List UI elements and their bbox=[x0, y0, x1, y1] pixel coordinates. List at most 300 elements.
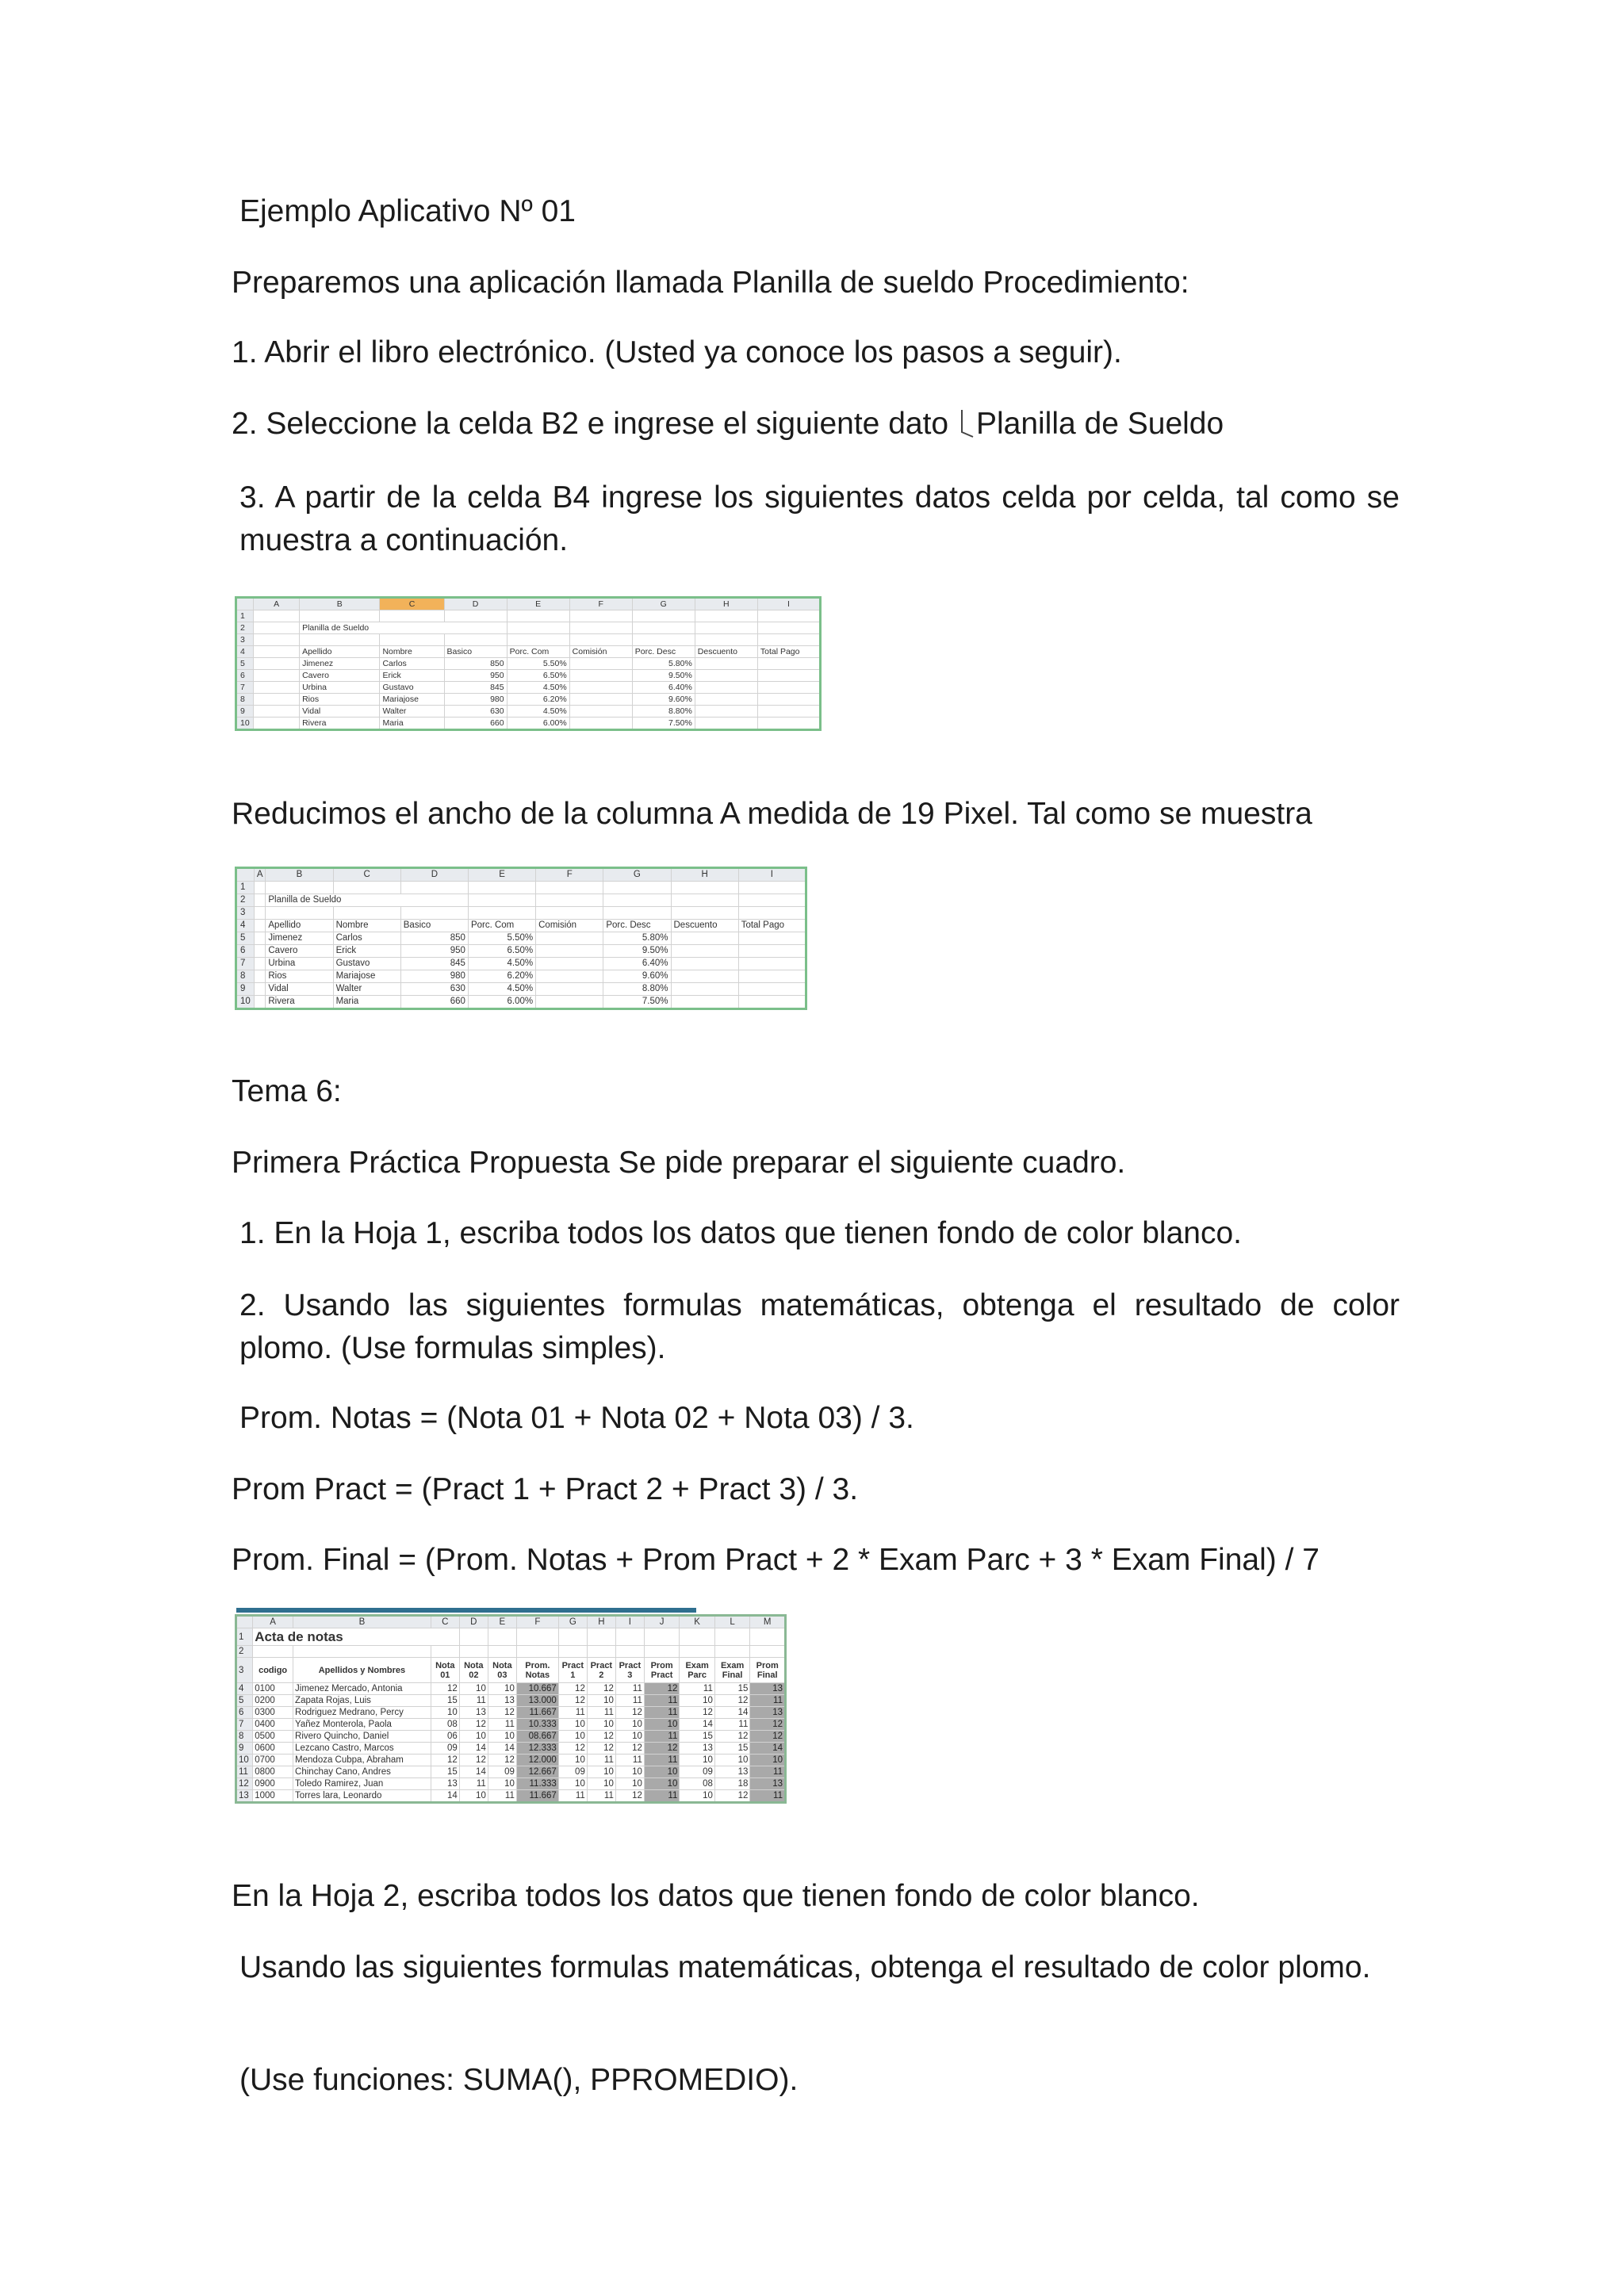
cell[interactable]: 11 bbox=[558, 1707, 587, 1719]
corner-cell[interactable] bbox=[236, 598, 254, 610]
cell[interactable]: 14 bbox=[459, 1766, 488, 1778]
cell[interactable] bbox=[757, 694, 820, 706]
cell[interactable] bbox=[695, 718, 757, 730]
computed-cell[interactable]: 11.667 bbox=[516, 1790, 558, 1803]
cell[interactable]: 12 bbox=[558, 1683, 587, 1695]
cell[interactable]: 0600 bbox=[253, 1743, 293, 1755]
header-cell[interactable]: Nombre bbox=[333, 920, 400, 932]
computed-cell[interactable]: 12 bbox=[644, 1683, 680, 1695]
col-header-e[interactable]: E bbox=[488, 1616, 516, 1628]
header-cell[interactable]: Apellido bbox=[300, 646, 380, 658]
header-cell[interactable]: Descuento bbox=[671, 920, 738, 932]
cell[interactable]: 4.50% bbox=[507, 706, 569, 718]
header-cell[interactable]: Comisión bbox=[536, 920, 603, 932]
row-header[interactable]: 7 bbox=[236, 958, 255, 970]
cell[interactable]: 14 bbox=[431, 1790, 459, 1803]
cell[interactable] bbox=[757, 658, 820, 670]
cell[interactable]: 15 bbox=[714, 1743, 750, 1755]
cell[interactable]: 10 bbox=[680, 1790, 715, 1803]
col-header-b[interactable]: B bbox=[293, 1616, 431, 1628]
row-header[interactable]: 8 bbox=[236, 694, 254, 706]
row-header[interactable]: 6 bbox=[236, 670, 254, 682]
computed-cell[interactable]: 11 bbox=[750, 1766, 786, 1778]
row-header[interactable]: 8 bbox=[236, 1731, 253, 1743]
cell[interactable]: Walter bbox=[333, 983, 400, 996]
header-cell[interactable]: Descuento bbox=[695, 646, 757, 658]
header-cell[interactable]: Porc. Desc bbox=[603, 920, 671, 932]
header-cell[interactable]: Total Pago bbox=[738, 920, 806, 932]
cell[interactable]: 11 bbox=[615, 1695, 644, 1707]
cell[interactable] bbox=[536, 970, 603, 983]
cell[interactable]: 13 bbox=[714, 1766, 750, 1778]
computed-cell[interactable]: 14 bbox=[750, 1743, 786, 1755]
computed-cell[interactable]: 11 bbox=[644, 1790, 680, 1803]
cell[interactable] bbox=[671, 958, 738, 970]
cell[interactable]: Rivera bbox=[300, 718, 380, 730]
row-header[interactable]: 12 bbox=[236, 1778, 253, 1790]
row-header[interactable]: 2 bbox=[236, 622, 254, 634]
row-header[interactable]: 9 bbox=[236, 983, 255, 996]
cell[interactable]: Vidal bbox=[266, 983, 333, 996]
computed-cell[interactable]: 13 bbox=[750, 1683, 786, 1695]
cell[interactable]: 11 bbox=[488, 1790, 516, 1803]
cell[interactable]: 660 bbox=[444, 718, 507, 730]
cell[interactable]: 0200 bbox=[253, 1695, 293, 1707]
cell[interactable]: Chinchay Cano, Andres bbox=[293, 1766, 431, 1778]
header-cell[interactable]: Nota 01 bbox=[431, 1658, 459, 1683]
cell[interactable]: 09 bbox=[488, 1766, 516, 1778]
cell[interactable]: 980 bbox=[400, 970, 468, 983]
cell[interactable]: 11 bbox=[459, 1695, 488, 1707]
cell[interactable]: 9.50% bbox=[632, 670, 695, 682]
cell[interactable]: 10 bbox=[488, 1778, 516, 1790]
cell[interactable]: 9.50% bbox=[603, 945, 671, 958]
cell[interactable]: 7.50% bbox=[603, 996, 671, 1009]
computed-cell[interactable]: 10.667 bbox=[516, 1683, 558, 1695]
header-cell[interactable]: Apellido bbox=[266, 920, 333, 932]
cell[interactable]: Rios bbox=[266, 970, 333, 983]
computed-cell[interactable]: 11 bbox=[644, 1755, 680, 1766]
cell[interactable]: 10 bbox=[558, 1778, 587, 1790]
cell[interactable] bbox=[671, 970, 738, 983]
cell[interactable]: 13 bbox=[488, 1695, 516, 1707]
row-header[interactable]: 8 bbox=[236, 970, 255, 983]
cell[interactable]: 6.40% bbox=[632, 682, 695, 694]
cell[interactable] bbox=[671, 945, 738, 958]
cell[interactable]: 6.40% bbox=[603, 958, 671, 970]
cell[interactable]: Jimenez Mercado, Antonia bbox=[293, 1683, 431, 1695]
cell[interactable]: 10 bbox=[488, 1731, 516, 1743]
computed-cell[interactable]: 13 bbox=[750, 1707, 786, 1719]
col-header-f[interactable]: F bbox=[516, 1616, 558, 1628]
cell[interactable]: 11 bbox=[615, 1683, 644, 1695]
cell[interactable] bbox=[738, 970, 806, 983]
cell[interactable]: Yañez Monterola, Paola bbox=[293, 1719, 431, 1731]
cell[interactable]: 15 bbox=[431, 1766, 459, 1778]
cell[interactable] bbox=[757, 718, 820, 730]
row-header[interactable]: 10 bbox=[236, 996, 255, 1009]
cell[interactable]: 980 bbox=[444, 694, 507, 706]
cell[interactable]: 0400 bbox=[253, 1719, 293, 1731]
cell[interactable]: 14 bbox=[680, 1719, 715, 1731]
cell[interactable]: 12 bbox=[680, 1707, 715, 1719]
cell[interactable]: 13 bbox=[431, 1778, 459, 1790]
cell[interactable]: Urbina bbox=[300, 682, 380, 694]
cell[interactable]: 845 bbox=[444, 682, 507, 694]
col-header-f[interactable]: F bbox=[569, 598, 632, 610]
computed-cell[interactable]: 13.000 bbox=[516, 1695, 558, 1707]
col-header-g[interactable]: G bbox=[632, 598, 695, 610]
header-cell[interactable]: Porc. Com bbox=[507, 646, 569, 658]
cell[interactable]: Torres lara, Leonardo bbox=[293, 1790, 431, 1803]
cell[interactable]: 6.50% bbox=[468, 945, 535, 958]
cell[interactable] bbox=[671, 983, 738, 996]
cell[interactable]: 10 bbox=[558, 1731, 587, 1743]
cell[interactable]: 0900 bbox=[253, 1778, 293, 1790]
cell[interactable]: 12 bbox=[714, 1695, 750, 1707]
computed-cell[interactable]: 11 bbox=[644, 1731, 680, 1743]
cell[interactable]: 1000 bbox=[253, 1790, 293, 1803]
cell[interactable]: 10 bbox=[587, 1766, 615, 1778]
col-header-h[interactable]: H bbox=[671, 868, 738, 882]
cell[interactable]: 10 bbox=[615, 1731, 644, 1743]
cell[interactable]: Erick bbox=[333, 945, 400, 958]
computed-cell[interactable]: 11.333 bbox=[516, 1778, 558, 1790]
col-header-b[interactable]: B bbox=[300, 598, 380, 610]
cell[interactable]: 15 bbox=[680, 1731, 715, 1743]
cell[interactable]: 12 bbox=[488, 1707, 516, 1719]
sheet-title-cell[interactable]: Planilla de Sueldo bbox=[300, 622, 508, 634]
cell[interactable]: Rios bbox=[300, 694, 380, 706]
cell[interactable] bbox=[671, 996, 738, 1009]
cell[interactable]: 10 bbox=[587, 1695, 615, 1707]
cell[interactable]: 11 bbox=[587, 1790, 615, 1803]
cell[interactable]: 13 bbox=[459, 1707, 488, 1719]
cell[interactable]: 10 bbox=[558, 1719, 587, 1731]
cell[interactable]: 850 bbox=[444, 658, 507, 670]
col-header-a[interactable]: A bbox=[253, 1616, 293, 1628]
cell[interactable]: 10 bbox=[488, 1683, 516, 1695]
cell[interactable]: 12 bbox=[615, 1707, 644, 1719]
cell[interactable]: 8.80% bbox=[632, 706, 695, 718]
cell[interactable] bbox=[536, 996, 603, 1009]
cell[interactable]: 0300 bbox=[253, 1707, 293, 1719]
cell[interactable]: 0500 bbox=[253, 1731, 293, 1743]
row-header[interactable]: 10 bbox=[236, 1755, 253, 1766]
cell[interactable]: 4.50% bbox=[507, 682, 569, 694]
row-header[interactable]: 6 bbox=[236, 1707, 253, 1719]
cell[interactable]: 15 bbox=[714, 1683, 750, 1695]
header-cell[interactable]: Apellidos y Nombres bbox=[293, 1658, 431, 1683]
cell[interactable]: 4.50% bbox=[468, 983, 535, 996]
row-header[interactable]: 13 bbox=[236, 1790, 253, 1803]
cell[interactable]: 0700 bbox=[253, 1755, 293, 1766]
cell[interactable]: 7.50% bbox=[632, 718, 695, 730]
cell[interactable]: Cavero bbox=[300, 670, 380, 682]
cell[interactable]: Jimenez bbox=[300, 658, 380, 670]
cell[interactable]: 845 bbox=[400, 958, 468, 970]
cell[interactable] bbox=[695, 658, 757, 670]
cell[interactable]: Mariajose bbox=[333, 970, 400, 983]
cell[interactable]: 11 bbox=[615, 1755, 644, 1766]
header-cell[interactable]: Nota 02 bbox=[459, 1658, 488, 1683]
cell[interactable] bbox=[569, 658, 632, 670]
col-header-b[interactable]: B bbox=[266, 868, 333, 882]
cell[interactable] bbox=[536, 945, 603, 958]
cell[interactable]: 08 bbox=[431, 1719, 459, 1731]
cell[interactable]: 10 bbox=[459, 1790, 488, 1803]
col-header-c[interactable]: C bbox=[333, 868, 400, 882]
computed-cell[interactable]: 13 bbox=[750, 1778, 786, 1790]
cell[interactable]: 10 bbox=[459, 1683, 488, 1695]
cell[interactable] bbox=[536, 958, 603, 970]
col-header-i[interactable]: I bbox=[757, 598, 820, 610]
cell[interactable]: 8.80% bbox=[603, 983, 671, 996]
row-header[interactable]: 4 bbox=[236, 646, 254, 658]
cell[interactable]: 12 bbox=[488, 1755, 516, 1766]
cell[interactable] bbox=[671, 932, 738, 945]
row-header[interactable]: 5 bbox=[236, 1695, 253, 1707]
computed-cell[interactable]: 11 bbox=[750, 1695, 786, 1707]
computed-cell[interactable]: 12.667 bbox=[516, 1766, 558, 1778]
cell[interactable]: 0100 bbox=[253, 1683, 293, 1695]
corner-cell[interactable] bbox=[236, 868, 255, 882]
cell[interactable]: Zapata Rojas, Luis bbox=[293, 1695, 431, 1707]
header-cell[interactable]: Pract 2 bbox=[587, 1658, 615, 1683]
header-cell[interactable]: Prom Pract bbox=[644, 1658, 680, 1683]
col-header-a[interactable]: A bbox=[254, 598, 300, 610]
computed-cell[interactable]: 12 bbox=[750, 1731, 786, 1743]
cell[interactable]: 10 bbox=[431, 1707, 459, 1719]
cell[interactable]: 10 bbox=[714, 1755, 750, 1766]
row-header[interactable]: 6 bbox=[236, 945, 255, 958]
cell[interactable]: 630 bbox=[400, 983, 468, 996]
col-header-d[interactable]: D bbox=[459, 1616, 488, 1628]
row-header[interactable]: 5 bbox=[236, 658, 254, 670]
cell[interactable]: 18 bbox=[714, 1778, 750, 1790]
cell[interactable]: 950 bbox=[400, 945, 468, 958]
row-header[interactable]: 9 bbox=[236, 706, 254, 718]
header-cell[interactable]: Comisión bbox=[569, 646, 632, 658]
cell[interactable]: 5.50% bbox=[507, 658, 569, 670]
cell[interactable] bbox=[757, 670, 820, 682]
header-cell[interactable]: Exam Parc bbox=[680, 1658, 715, 1683]
col-header-a[interactable]: A bbox=[254, 868, 266, 882]
cell[interactable]: 10 bbox=[587, 1778, 615, 1790]
cell[interactable] bbox=[569, 706, 632, 718]
header-cell[interactable]: Total Pago bbox=[757, 646, 820, 658]
col-header-m[interactable]: M bbox=[750, 1616, 786, 1628]
cell[interactable]: 11 bbox=[558, 1790, 587, 1803]
header-cell[interactable]: Basico bbox=[444, 646, 507, 658]
cell[interactable]: 10 bbox=[615, 1778, 644, 1790]
computed-cell[interactable]: 12 bbox=[750, 1719, 786, 1731]
cell[interactable]: 5.50% bbox=[468, 932, 535, 945]
row-header[interactable]: 3 bbox=[236, 907, 255, 920]
row-header[interactable]: 2 bbox=[236, 1646, 253, 1658]
header-cell[interactable]: Pract 3 bbox=[615, 1658, 644, 1683]
cell[interactable] bbox=[695, 706, 757, 718]
cell[interactable] bbox=[569, 670, 632, 682]
col-header-c[interactable]: C bbox=[380, 598, 444, 610]
cell[interactable]: 11 bbox=[488, 1719, 516, 1731]
cell[interactable]: Maria bbox=[333, 996, 400, 1009]
cell[interactable]: 6.00% bbox=[507, 718, 569, 730]
header-cell[interactable]: Prom Final bbox=[750, 1658, 786, 1683]
row-header[interactable]: 3 bbox=[236, 1658, 253, 1683]
cell[interactable]: 11 bbox=[587, 1707, 615, 1719]
cell[interactable]: 12 bbox=[714, 1790, 750, 1803]
computed-cell[interactable]: 11 bbox=[750, 1790, 786, 1803]
col-header-c[interactable]: C bbox=[431, 1616, 459, 1628]
cell[interactable]: Rodriguez Medrano, Percy bbox=[293, 1707, 431, 1719]
cell[interactable]: Maria bbox=[380, 718, 444, 730]
cell[interactable] bbox=[738, 958, 806, 970]
cell[interactable]: Cavero bbox=[266, 945, 333, 958]
header-cell[interactable]: Nombre bbox=[380, 646, 444, 658]
cell[interactable] bbox=[695, 682, 757, 694]
col-header-h[interactable]: H bbox=[695, 598, 757, 610]
computed-cell[interactable]: 10 bbox=[644, 1719, 680, 1731]
row-header[interactable]: 5 bbox=[236, 932, 255, 945]
cell[interactable]: 10 bbox=[680, 1695, 715, 1707]
col-header-h[interactable]: H bbox=[587, 1616, 615, 1628]
computed-cell[interactable]: 10.333 bbox=[516, 1719, 558, 1731]
cell[interactable]: 13 bbox=[680, 1743, 715, 1755]
row-header[interactable]: 1 bbox=[236, 1628, 253, 1646]
cell[interactable]: 6.20% bbox=[507, 694, 569, 706]
col-header-g[interactable]: G bbox=[558, 1616, 587, 1628]
col-header-e[interactable]: E bbox=[468, 868, 535, 882]
cell[interactable]: 10 bbox=[459, 1731, 488, 1743]
row-header[interactable]: 10 bbox=[236, 718, 254, 730]
row-header[interactable]: 7 bbox=[236, 1719, 253, 1731]
cell[interactable]: 09 bbox=[558, 1766, 587, 1778]
cell[interactable] bbox=[695, 694, 757, 706]
cell[interactable]: 12 bbox=[714, 1731, 750, 1743]
computed-cell[interactable]: 12.000 bbox=[516, 1755, 558, 1766]
cell[interactable] bbox=[569, 694, 632, 706]
cell[interactable]: 11 bbox=[459, 1778, 488, 1790]
cell[interactable]: Carlos bbox=[380, 658, 444, 670]
header-cell[interactable]: Nota 03 bbox=[488, 1658, 516, 1683]
col-header-i[interactable]: I bbox=[738, 868, 806, 882]
cell[interactable]: 12 bbox=[587, 1683, 615, 1695]
computed-cell[interactable]: 10 bbox=[644, 1766, 680, 1778]
cell[interactable]: 11 bbox=[714, 1719, 750, 1731]
cell[interactable]: 12 bbox=[431, 1683, 459, 1695]
header-cell[interactable]: Porc. Com bbox=[468, 920, 535, 932]
computed-cell[interactable]: 10 bbox=[750, 1755, 786, 1766]
col-header-e[interactable]: E bbox=[507, 598, 569, 610]
computed-cell[interactable]: 08.667 bbox=[516, 1731, 558, 1743]
cell[interactable]: Urbina bbox=[266, 958, 333, 970]
cell[interactable] bbox=[757, 682, 820, 694]
cell[interactable]: Jimenez bbox=[266, 932, 333, 945]
cell[interactable]: 12 bbox=[558, 1743, 587, 1755]
cell[interactable]: 12 bbox=[459, 1755, 488, 1766]
cell[interactable]: 12 bbox=[615, 1790, 644, 1803]
row-header[interactable]: 4 bbox=[236, 920, 255, 932]
cell[interactable]: 12 bbox=[558, 1695, 587, 1707]
cell[interactable]: 15 bbox=[431, 1695, 459, 1707]
col-header-l[interactable]: L bbox=[714, 1616, 750, 1628]
computed-cell[interactable]: 11 bbox=[644, 1707, 680, 1719]
row-header[interactable]: 9 bbox=[236, 1743, 253, 1755]
cell[interactable]: Carlos bbox=[333, 932, 400, 945]
cell[interactable]: 11 bbox=[680, 1683, 715, 1695]
cell[interactable]: Rivero Quincho, Daniel bbox=[293, 1731, 431, 1743]
computed-cell[interactable]: 11.667 bbox=[516, 1707, 558, 1719]
cell[interactable] bbox=[536, 983, 603, 996]
cell[interactable] bbox=[569, 718, 632, 730]
cell[interactable] bbox=[738, 983, 806, 996]
cell[interactable] bbox=[738, 996, 806, 1009]
cell[interactable]: 10 bbox=[587, 1719, 615, 1731]
header-cell[interactable]: Basico bbox=[400, 920, 468, 932]
cell[interactable]: Lezcano Castro, Marcos bbox=[293, 1743, 431, 1755]
cell[interactable]: Mariajose bbox=[380, 694, 444, 706]
cell[interactable]: 5.80% bbox=[603, 932, 671, 945]
cell[interactable]: 12 bbox=[587, 1743, 615, 1755]
cell[interactable]: Walter bbox=[380, 706, 444, 718]
cell[interactable]: 08 bbox=[680, 1778, 715, 1790]
row-header[interactable]: 3 bbox=[236, 634, 254, 646]
cell[interactable]: 9.60% bbox=[632, 694, 695, 706]
cell[interactable]: 660 bbox=[400, 996, 468, 1009]
computed-cell[interactable]: 11 bbox=[644, 1695, 680, 1707]
col-header-d[interactable]: D bbox=[400, 868, 468, 882]
computed-cell[interactable]: 10 bbox=[644, 1778, 680, 1790]
cell[interactable]: 5.80% bbox=[632, 658, 695, 670]
cell[interactable]: 950 bbox=[444, 670, 507, 682]
cell[interactable]: Gustavo bbox=[380, 682, 444, 694]
cell[interactable]: 09 bbox=[431, 1743, 459, 1755]
cell[interactable] bbox=[569, 682, 632, 694]
cell[interactable] bbox=[757, 706, 820, 718]
header-cell[interactable]: Prom. Notas bbox=[516, 1658, 558, 1683]
header-cell[interactable]: Pract 1 bbox=[558, 1658, 587, 1683]
col-header-i[interactable]: I bbox=[615, 1616, 644, 1628]
cell[interactable]: 10 bbox=[680, 1755, 715, 1766]
cell[interactable]: 9.60% bbox=[603, 970, 671, 983]
cell[interactable]: 6.20% bbox=[468, 970, 535, 983]
cell[interactable]: 0800 bbox=[253, 1766, 293, 1778]
col-header-f[interactable]: F bbox=[536, 868, 603, 882]
header-cell[interactable]: Porc. Desc bbox=[632, 646, 695, 658]
cell[interactable]: 12 bbox=[431, 1755, 459, 1766]
cell[interactable]: Mendoza Cubpa, Abraham bbox=[293, 1755, 431, 1766]
col-header-k[interactable]: K bbox=[680, 1616, 715, 1628]
cell[interactable] bbox=[536, 932, 603, 945]
cell[interactable]: 6.50% bbox=[507, 670, 569, 682]
cell[interactable] bbox=[738, 932, 806, 945]
sheet-title-cell[interactable]: Acta de notas bbox=[253, 1628, 460, 1646]
cell[interactable]: 11 bbox=[587, 1755, 615, 1766]
cell[interactable]: 06 bbox=[431, 1731, 459, 1743]
computed-cell[interactable]: 12.333 bbox=[516, 1743, 558, 1755]
cell[interactable]: 14 bbox=[459, 1743, 488, 1755]
row-header[interactable]: 7 bbox=[236, 682, 254, 694]
cell[interactable]: 14 bbox=[714, 1707, 750, 1719]
cell[interactable]: 10 bbox=[558, 1755, 587, 1766]
cell[interactable]: 12 bbox=[615, 1743, 644, 1755]
row-header[interactable]: 2 bbox=[236, 894, 255, 907]
cell[interactable]: 4.50% bbox=[468, 958, 535, 970]
row-header[interactable]: 4 bbox=[236, 1683, 253, 1695]
cell[interactable]: 10 bbox=[615, 1766, 644, 1778]
row-header[interactable]: 11 bbox=[236, 1766, 253, 1778]
